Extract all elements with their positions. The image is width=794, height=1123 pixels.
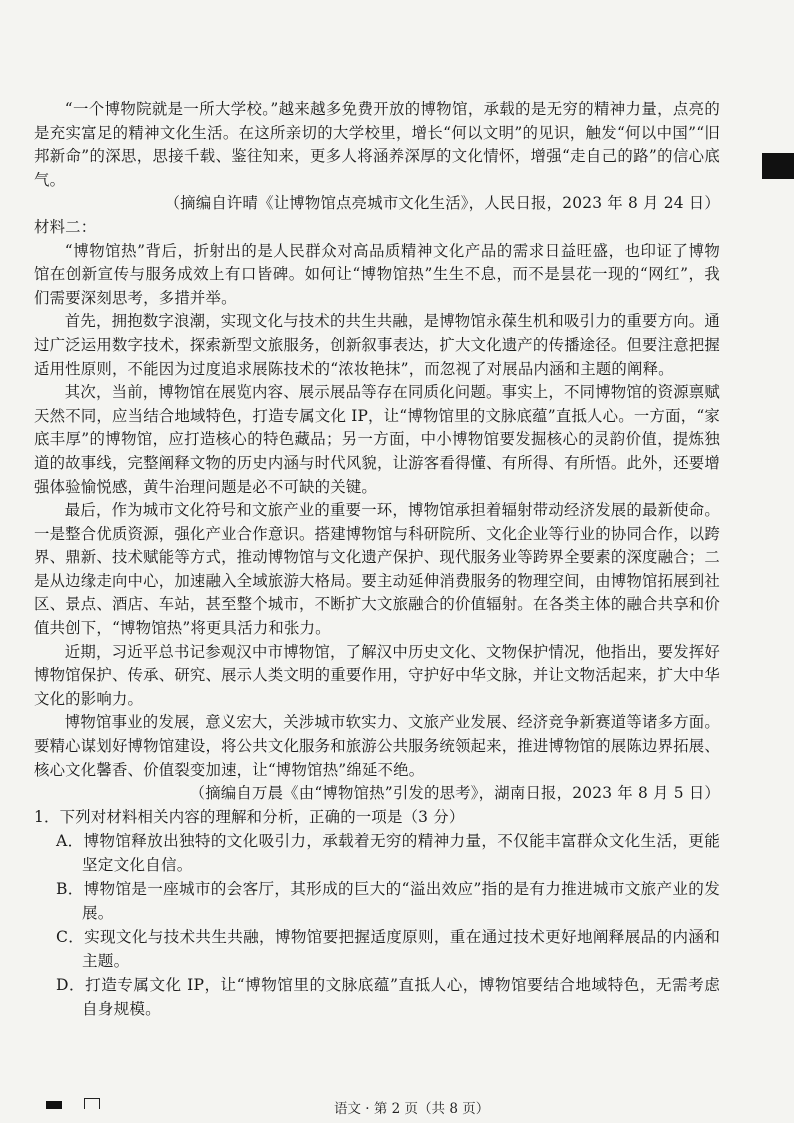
paragraph-1: “一个博物院就是一所大学校。”越来越多免费开放的博物馆，承载的是无穷的精神力量，点亮的是充实富足的精神文化生活。在这所亲切的大学校里，增长“何以文明”的见识，触发“何以中国”“旧邦新命”的深思，思接千载、鉴往知来，更多人将涵养深厚的文化情怀，增强“走自己的路”的信心底气。	[34, 100, 720, 189]
paragraph-7: 博物馆事业的发展，意义宏大，关涉城市软实力、文旅产业发展、经济竞争新赛道等诸多方面。要精心谋划好博物馆建设，将公共文化服务和旅游公共服务统领起来，推进博物馆的展陈边界拓展、核心文化馨香、价值裂变加速，让“博物馆热”绵延不绝。	[34, 713, 720, 779]
binding-edge-mark	[762, 153, 794, 179]
footer-registration-mark	[46, 1101, 62, 1109]
footer-bracket-mark	[84, 1098, 100, 1109]
paragraph-6: 近期，习近平总书记参观汉中市博物馆，了解汉中历史文化、文物保护情况，他指出，要发挥好博物馆保护、传承、研究、展示人类文明的重要作用，守护好中华文脉，并让文物活起来，扩大中华文化的影响力。	[34, 642, 720, 708]
option-d: D．打造专属文化 IP，让“博物馆里的文脉底蕴”直抵人心，博物馆要结合地域特色，无需考虑自身规模。	[56, 976, 720, 1019]
paragraph-5: 最后，作为城市文化符号和文旅产业的重要一环，博物馆承担着辐射带动经济发展的最新使命。一是整合优质资源，强化产业合作意识。搭建博物馆与科研院所、文化企业等行业的协同合作，以跨界、鼎新、技术赋能等方式，推动博物馆与文化遗产保护、现代服务业等跨界全要素的深度融合；二是从边缘走向中心，加速融入全域旅游大格局。要主动延伸消费服务的物理空间，由博物馆拓展到社区、景点、酒店、车站，甚至整个城市，不断扩大文旅融合的价值辐射。在各类主体的融合共享和价值共创下，“博物馆热”将更具活力和张力。	[34, 501, 720, 638]
source-citation-2: （摘编自万晨《由“博物馆热”引发的思考》，湖南日报，2023 年 8 月 5 日）	[189, 784, 720, 803]
option-c: C．实现文化与技术共生共融，博物馆要把握适度原则，重在通过技术更好地阐释展品的内涵和主题。	[56, 928, 720, 971]
paragraph-2: “博物馆热”背后，折射出的是人民群众对高品质精神文化产品的需求日益旺盛，也印证了博物馆在创新宣传与服务成效上有口皆碑。如何让“博物馆热”生生不息，而不是昙花一现的“网红”，我们需要深刻思考，多措并举。	[34, 241, 720, 307]
material-2-heading: 材料二：	[34, 217, 97, 236]
paragraph-3: 首先，拥抱数字浪潮，实现文化与技术的共生共融，是博物馆永葆生机和吸引力的重要方向。通过广泛运用数字技术，探索新型文旅服务，创新叙事表达，扩大文化遗产的传播途径。但要注意把握适用性原则，不能因为过度追求展陈技术的“浓妆艳抹”，而忽视了对展品内涵和主题的阐释。	[34, 312, 720, 378]
option-a: A．博物馆释放出独特的文化吸引力，承载着无穷的精神力量，不仅能丰富群众文化生活，更能坚定文化自信。	[56, 832, 720, 875]
exam-page-body	[34, 98, 720, 1021]
source-citation-1: （摘编自许晴《让博物馆点亮城市文化生活》，人民日报，2023 年 8 月 24 日）	[164, 194, 720, 213]
paragraph-4: 其次，当前，博物馆在展览内容、展示展品等存在同质化问题。事实上，不同博物馆的资源禀赋天然不同，应当结合地域特色，打造专属文化 IP，让“博物馆里的文脉底蕴”直抵人心。一方面，“家底丰厚”的博物馆，应打造核心的特色藏品；另一方面，中小博物馆要发掘核心的灵韵价值，提炼独道的故事线，完整阐释文物的历史内涵与时代风貌，让游客看得懂、有所得、有所悟。此外，还要增强体验愉悦感，黄牛治理问题是必不可缺的关键。	[34, 383, 720, 496]
option-b: B．博物馆是一座城市的会客厅，其形成的巨大的“溢出效应”指的是有力推进城市文旅产业的发展。	[56, 880, 720, 923]
question-1-stem: 1．下列对材料相关内容的理解和分析，正确的一项是（3 分）	[34, 807, 465, 826]
page-number: 语文 · 第 2 页（共 8 页）	[334, 1101, 490, 1117]
page-footer	[0, 1095, 794, 1119]
